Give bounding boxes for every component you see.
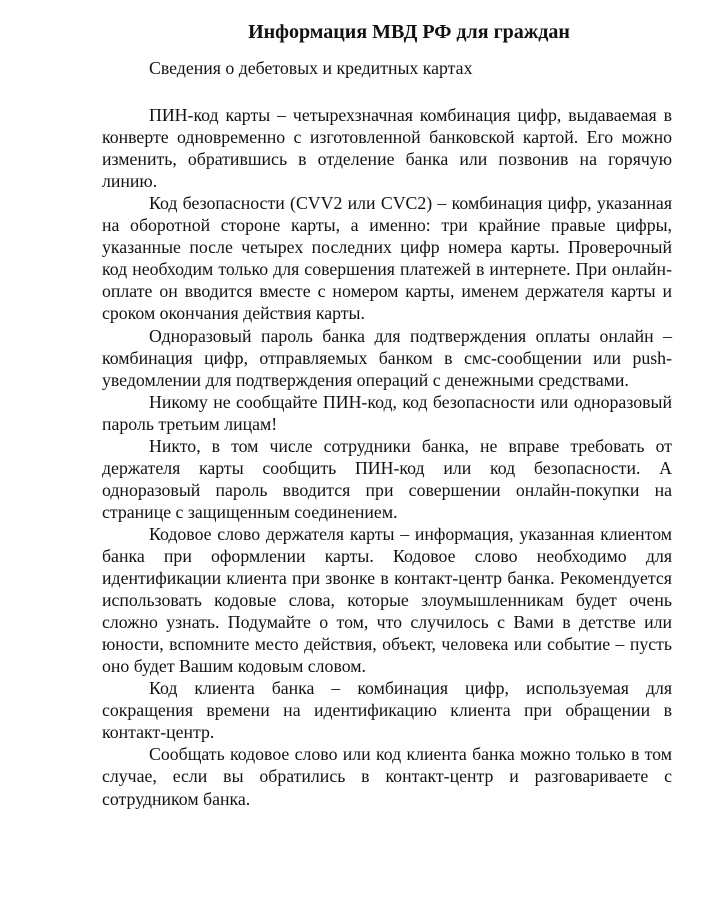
paragraph-nobody-may-request: Никто, в том числе сотрудники банка, не вправе требовать от держателя карты сообщить ПИН-код или код безопасности. А одноразовый пароль вводится при совершении онлайн-покупки на странице с защищенным соединением. <box>102 435 672 522</box>
paragraph-when-to-share: Сообщать кодовое слово или код клиента банка можно только в том случае, если вы обратились в контакт-центр и разговариваете с сотрудником банка. <box>102 744 672 809</box>
document-page <box>102 14 672 810</box>
document-title: Информация МВД РФ для граждан <box>248 21 570 43</box>
paragraph-pin-code: ПИН-код карты – четырехзначная комбинация цифр, выдаваемая в конверте одновременно с изготовленной банковской картой. Его можно изменить, обратившись в отделение банка или позвонив на горячую линию. <box>102 105 672 192</box>
document-subtitle: Сведения о дебетовых и кредитных картах <box>149 58 473 78</box>
paragraph-code-word: Кодовое слово держателя карты – информация, указанная клиентом банка при оформлении карты. Кодовое слово необходимо для идентификации клиента при звонке в контакт-центр банка. Рекомендуется использовать кодовые слова, которые злоумышленникам будет очень сложно узнать. Подумайте о том, что случилось с Вами в детстве или юности, вспомните место действия, объект, человека или событие – пусть оно будет Вашим кодовым словом. <box>102 523 672 677</box>
paragraph-security-code: Код безопасности (CVV2 или CVC2) – комбинация цифр, указанная на оборотной стороне карты, а именно: три крайние правые цифры, указанные после четырех последних цифр номера карты. Проверочный код необходим только для совершения платежей в интернете. При онлайн-оплате он вводится вместе с номером карты, именем держателя карты и сроком окончания действия карты. <box>102 193 672 324</box>
paragraph-one-time-password: Одноразовый пароль банка для подтверждения оплаты онлайн – комбинация цифр, отправляемых банком в смс-сообщении или push- уведомлении для подтверждения операций с денежными средствами. <box>102 325 672 390</box>
paragraph-warning: Никому не сообщайте ПИН-код, код безопасности или одноразовый пароль третьим лицам! <box>102 391 672 434</box>
paragraph-client-code: Код клиента банка – комбинация цифр, используемая для сокращения времени на идентификацию клиента при обращении в контакт-центр. <box>102 678 672 743</box>
